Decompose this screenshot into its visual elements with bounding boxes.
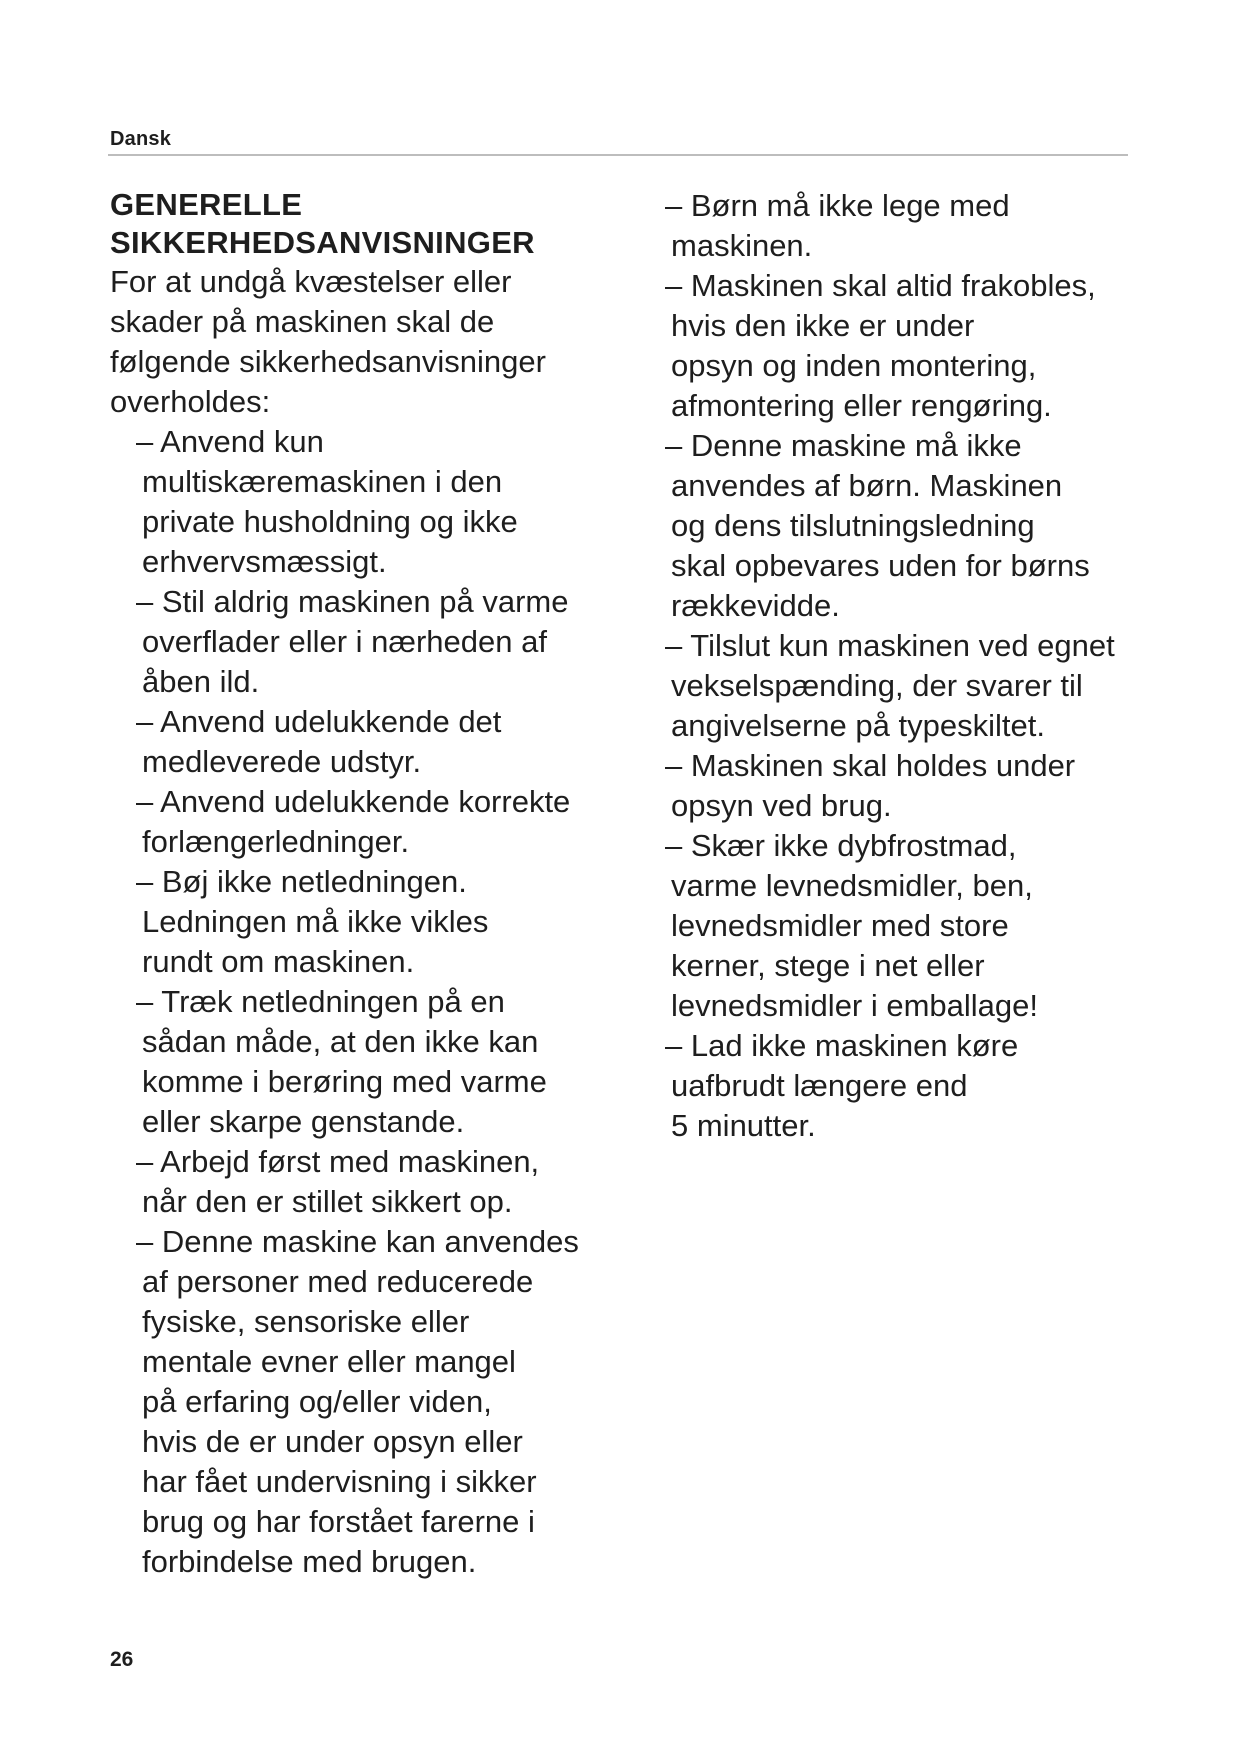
header-divider — [108, 154, 1128, 156]
safety-item — [136, 702, 650, 782]
safety-item-line: har fået undervisning i sikker — [142, 1464, 537, 1499]
left-safety-list — [136, 422, 650, 1582]
safety-item-line: – Maskinen skal holdes under — [665, 748, 1076, 783]
safety-item-line: brug og har forstået farerne i — [142, 1504, 535, 1539]
section-title-line: SIKKERHEDSANVISNINGER — [110, 225, 535, 260]
safety-item-line: – Børn må ikke lege med — [665, 188, 1010, 223]
safety-item-line: – Bøj ikke netledningen. — [136, 864, 467, 899]
safety-item-line: anvendes af børn. Maskinen — [671, 468, 1063, 503]
safety-item-line: når den er stillet sikkert op. — [142, 1184, 513, 1219]
safety-item-line: – Anvend udelukkende korrekte — [136, 784, 571, 819]
safety-item — [665, 1026, 1175, 1146]
safety-item-line: – Maskinen skal altid frakobles, — [665, 268, 1096, 303]
safety-item-line: erhvervsmæssigt. — [142, 544, 387, 579]
safety-item-line: forlængerledninger. — [142, 824, 410, 859]
safety-item-line: – Lad ikke maskinen køre — [665, 1028, 1019, 1063]
intro-line: For at undgå kvæstelser eller — [110, 264, 512, 299]
safety-item-line: – Denne maskine kan anvendes — [136, 1224, 579, 1259]
intro-line: følgende sikkerhedsanvisninger — [110, 344, 546, 379]
safety-item — [136, 982, 650, 1142]
section-title-line: GENERELLE — [110, 187, 303, 222]
intro-line: skader på maskinen skal de — [110, 304, 495, 339]
safety-item-line: varme levnedsmidler, ben, — [671, 868, 1033, 903]
safety-item — [665, 186, 1175, 266]
safety-item — [665, 626, 1175, 746]
safety-item-line: rundt om maskinen. — [142, 944, 415, 979]
safety-item-line: åben ild. — [142, 664, 260, 699]
safety-item-line: angivelserne på typeskiltet. — [671, 708, 1045, 743]
safety-item-line: – Anvend udelukkende det — [136, 704, 502, 739]
safety-item-line: sådan måde, at den ikke kan — [142, 1024, 539, 1059]
safety-item-line: på erfaring og/eller viden, — [142, 1384, 492, 1419]
safety-item — [665, 746, 1175, 826]
safety-item-line: kerner, stege i net eller — [671, 948, 985, 983]
safety-item — [136, 582, 650, 702]
safety-item-line: mentale evner eller mangel — [142, 1344, 516, 1379]
safety-item — [136, 1222, 650, 1582]
safety-item-line: komme i berøring med varme — [142, 1064, 547, 1099]
safety-item-line: skal opbevares uden for børns — [671, 548, 1090, 583]
safety-item-line: overflader eller i nærheden af — [142, 624, 547, 659]
section-title — [110, 186, 650, 262]
safety-item-line: rækkevidde. — [671, 588, 840, 623]
safety-item — [665, 426, 1175, 626]
safety-item-line: forbindelse med brugen. — [142, 1544, 477, 1579]
safety-item-line: afmontering eller rengøring. — [671, 388, 1052, 423]
intro-paragraph — [110, 262, 650, 422]
language-label: Dansk — [110, 128, 172, 150]
safety-item-line: – Anvend kun — [136, 424, 324, 459]
safety-item-line: opsyn og inden montering, — [671, 348, 1037, 383]
safety-item-line: fysiske, sensoriske eller — [142, 1304, 470, 1339]
safety-item-line: uafbrudt længere end — [671, 1068, 968, 1103]
safety-item — [136, 862, 650, 982]
left-column — [110, 186, 650, 1582]
safety-item-line: maskinen. — [671, 228, 813, 263]
safety-item-line: vekselspænding, der svarer til — [671, 668, 1083, 703]
right-safety-list — [665, 186, 1175, 1146]
safety-item-line: hvis de er under opsyn eller — [142, 1424, 523, 1459]
right-column — [665, 186, 1175, 1146]
safety-item-line: Ledningen må ikke vikles — [142, 904, 489, 939]
intro-line: overholdes: — [110, 384, 271, 419]
safety-item-line: 5 minutter. — [671, 1108, 816, 1143]
safety-item-line: private husholdning og ikke — [142, 504, 518, 539]
safety-item-line: – Træk netledningen på en — [136, 984, 505, 1019]
safety-item-line: levnedsmidler med store — [671, 908, 1009, 943]
safety-item-line: og dens tilslutningsledning — [671, 508, 1035, 543]
safety-item-line: hvis den ikke er under — [671, 308, 975, 343]
safety-item-line: opsyn ved brug. — [671, 788, 892, 823]
safety-item-line: – Denne maskine må ikke — [665, 428, 1022, 463]
page-number: 26 — [110, 1648, 134, 1671]
safety-item-line: – Arbejd først med maskinen, — [136, 1144, 540, 1179]
safety-item-line: multiskæremaskinen i den — [142, 464, 503, 499]
safety-item-line: af personer med reducerede — [142, 1264, 534, 1299]
safety-item-line: eller skarpe genstande. — [142, 1104, 465, 1139]
safety-item — [136, 782, 650, 862]
safety-item-line: – Stil aldrig maskinen på varme — [136, 584, 569, 619]
safety-item-line: – Tilslut kun maskinen ved egnet — [665, 628, 1115, 663]
safety-item-line: – Skær ikke dybfrostmad, — [665, 828, 1017, 863]
safety-item — [665, 826, 1175, 1026]
safety-item — [136, 422, 650, 582]
safety-item — [136, 1142, 650, 1222]
safety-item — [665, 266, 1175, 426]
safety-item-line: levnedsmidler i emballage! — [671, 988, 1039, 1023]
safety-item-line: medleverede udstyr. — [142, 744, 422, 779]
